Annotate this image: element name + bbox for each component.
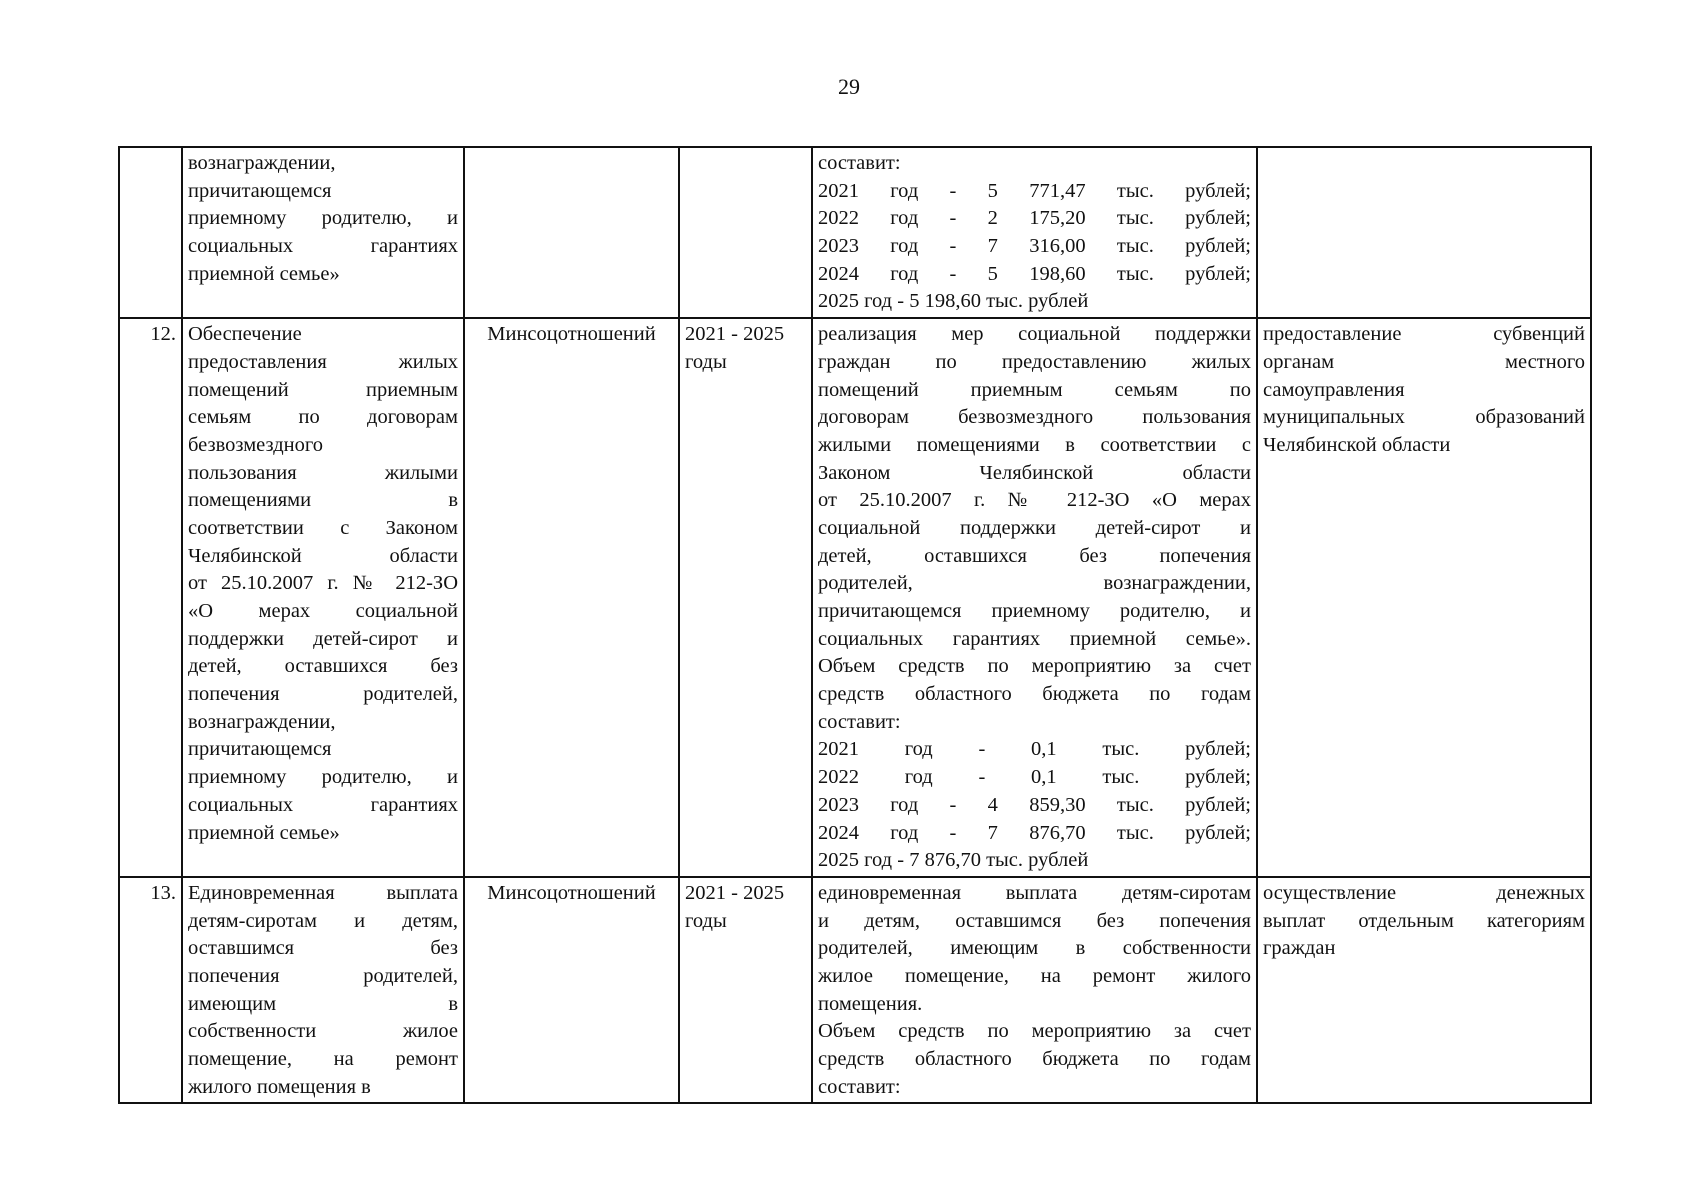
text-line: граждан по предоставлению жилых: [818, 350, 1251, 373]
expected-result-cell: [812, 877, 1257, 1104]
expected-result-cell: [812, 318, 1257, 877]
text-line: поддержки детей-сирот и: [188, 627, 458, 650]
text-line: предоставления жилых: [188, 350, 458, 373]
text-line: граждан: [1263, 937, 1336, 960]
table-row: [119, 147, 1591, 318]
text-line: 2021 год - 5 771,47 тыс. рублей;: [818, 179, 1251, 202]
text-line: и детям, оставшимся без попечения: [818, 909, 1251, 932]
text-line: 2021 - 2025: [685, 881, 785, 904]
text-line: детей, оставшихся без: [188, 655, 458, 678]
text-line: осуществление денежных: [1263, 881, 1585, 904]
text-line: приемной семье»: [188, 262, 340, 285]
direction-cell: [1257, 147, 1591, 318]
text-line: причитающемся: [188, 738, 332, 761]
text-line: договорам безвозмездного пользования: [818, 406, 1251, 429]
text-line: Законом Челябинской области: [818, 461, 1251, 484]
text-line: 2024 год - 5 198,60 тыс. рублей;: [818, 262, 1251, 285]
text-line: годы: [685, 909, 727, 932]
text-line: Объем средств по мероприятию за счет: [818, 1020, 1251, 1043]
text-line: составит:: [818, 710, 901, 733]
text-line: предоставление субвенций: [1263, 323, 1585, 346]
executor-cell: [464, 147, 679, 318]
text-line: выплат отдельным категориям: [1263, 909, 1585, 932]
measures-table: [118, 146, 1592, 1104]
direction-cell: [1257, 318, 1591, 877]
text-line: причитающемся приемному родителю, и: [818, 600, 1251, 622]
text-line: 2025 год - 5 198,60 тыс. рублей: [818, 290, 1089, 313]
text-line: имеющим в: [188, 992, 458, 1015]
measure-name-cell: [182, 877, 464, 1104]
text-line: жилое помещение, на ремонт жилого: [818, 964, 1251, 987]
table-row: [119, 877, 1591, 1104]
measure-number-cell: 12.: [119, 318, 182, 877]
text-line: помещение, на ремонт: [188, 1048, 458, 1070]
text-line: жилыми помещениями в соответствии с: [818, 433, 1251, 456]
text-line: социальных гарантиях приемной семье».: [818, 627, 1251, 650]
text-line: 2022 год - 2 175,20 тыс. рублей;: [818, 207, 1251, 230]
measure-number-cell: 13.: [119, 877, 182, 1104]
text-line: семьям по договорам: [188, 406, 458, 429]
text-line: Челябинской области: [1263, 433, 1451, 456]
text-line: приемной семье»: [188, 821, 340, 844]
text-line: 2025 год - 7 876,70 тыс. рублей: [818, 849, 1089, 872]
text-line: родителей, вознаграждении,: [818, 572, 1251, 595]
text-line: 2023 год - 7 316,00 тыс. рублей;: [818, 235, 1251, 258]
text-line: собственности жилое: [188, 1020, 458, 1043]
text-line: 2024 год - 7 876,70 тыс. рублей;: [818, 821, 1251, 844]
measures-table-body: [119, 147, 1591, 1103]
period-cell: [679, 318, 812, 877]
text-line: приемному родителю, и: [188, 766, 458, 789]
text-line: 2023 год - 4 859,30 тыс. рублей;: [818, 793, 1251, 816]
text-line: помещений приемным: [188, 378, 458, 401]
measure-name-cell: [182, 318, 464, 877]
direction-cell: [1257, 877, 1591, 1104]
executor-cell: Минсоцотношений: [464, 877, 679, 1104]
text-line: 2021 год - 0,1 тыс. рублей;: [818, 738, 1251, 761]
text-line: средств областного бюджета по годам: [818, 683, 1251, 706]
executor-cell: Минсоцотношений: [464, 318, 679, 877]
text-line: от 25.10.2007 г. № 212-ЗО «О мерах: [818, 489, 1251, 512]
text-line: вознаграждении,: [188, 152, 336, 174]
text-line: от 25.10.2007 г. № 212-ЗО: [188, 572, 458, 595]
text-line: оставшимся без: [188, 937, 458, 960]
text-line: попечения родителей,: [188, 683, 458, 706]
text-line: социальных гарантиях: [188, 235, 458, 258]
measure-number-cell: [119, 147, 182, 318]
text-line: попечения родителей,: [188, 964, 458, 987]
text-line: составит:: [818, 1075, 901, 1098]
text-line: социальных гарантиях: [188, 793, 458, 816]
text-line: вознаграждении,: [188, 710, 336, 733]
text-line: безвозмездного: [188, 433, 324, 456]
text-line: единовременная выплата детям-сиротам: [818, 881, 1251, 904]
text-line: годы: [685, 350, 727, 373]
text-line: помещения.: [818, 992, 923, 1015]
text-line: помещениями в: [188, 489, 458, 512]
text-line: Объем средств по мероприятию за счет: [818, 655, 1251, 678]
text-line: муниципальных образований: [1263, 406, 1585, 429]
text-line: детей, оставшихся без попечения: [818, 544, 1251, 567]
text-line: приемному родителю, и: [188, 207, 458, 230]
text-line: 2021 - 2025: [685, 323, 785, 346]
text-line: детям-сиротам и детям,: [188, 909, 458, 932]
text-line: пользования жилыми: [188, 461, 458, 484]
period-cell: [679, 877, 812, 1104]
text-line: родителей, имеющим в собственности: [818, 937, 1251, 960]
text-line: Обеспечение: [188, 323, 302, 346]
text-line: реализация мер социальной поддержки: [818, 323, 1251, 346]
expected-result-cell: [812, 147, 1257, 318]
page-number: 29: [838, 74, 860, 99]
text-line: 2022 год - 0,1 тыс. рублей;: [818, 766, 1251, 789]
text-line: «О мерах социальной: [188, 600, 458, 622]
text-line: Единовременная выплата: [188, 881, 458, 904]
period-cell: [679, 147, 812, 318]
measure-name-cell: [182, 147, 464, 318]
text-line: Челябинской области: [188, 544, 458, 567]
text-line: средств областного бюджета по годам: [818, 1048, 1251, 1070]
text-line: социальной поддержки детей-сирот и: [818, 516, 1251, 539]
text-line: соответствии с Законом: [188, 516, 458, 539]
text-line: составит:: [818, 152, 901, 174]
text-line: жилого помещения в: [188, 1075, 371, 1098]
text-line: органам местного: [1263, 350, 1585, 373]
table-row: [119, 318, 1591, 877]
text-line: причитающемся: [188, 179, 332, 202]
text-line: помещений приемным семьям по: [818, 378, 1251, 401]
text-line: самоуправления: [1263, 378, 1405, 401]
